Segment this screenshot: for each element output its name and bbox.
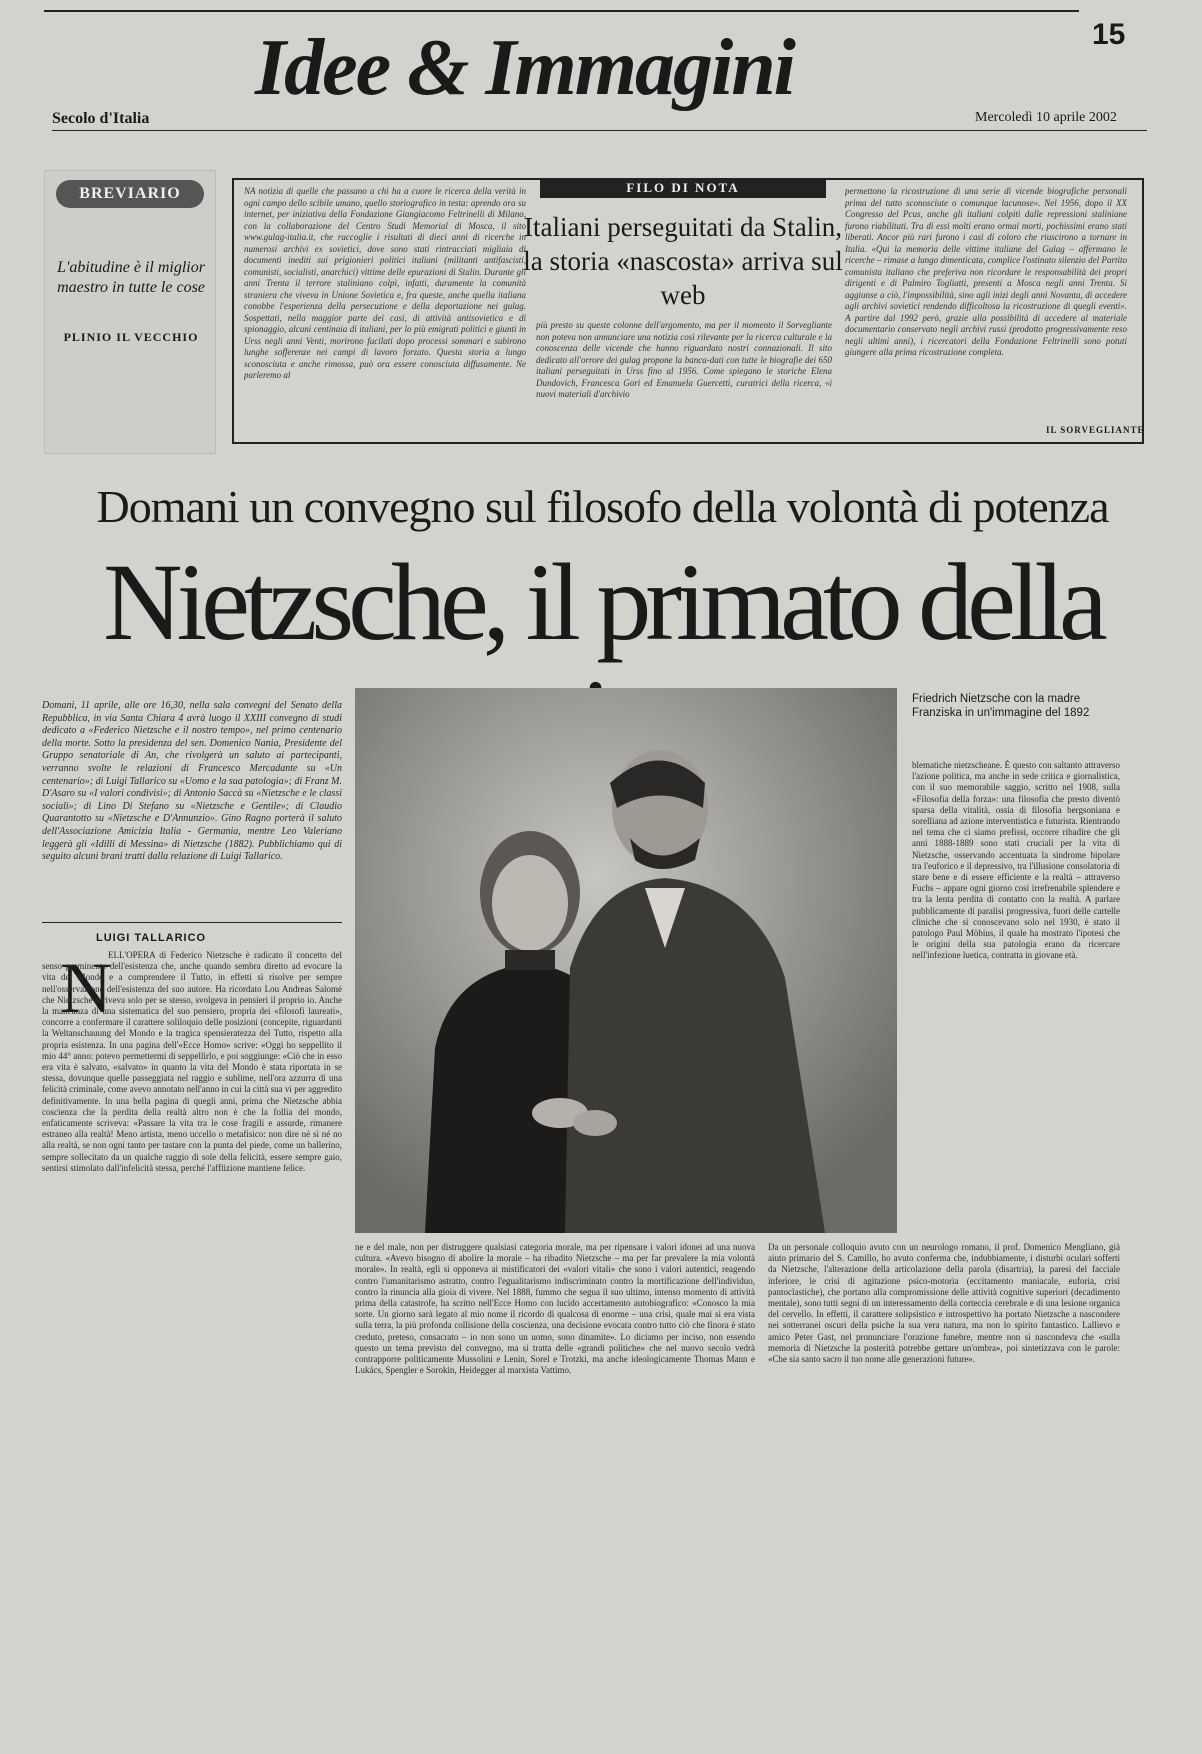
breviario-box xyxy=(44,170,216,454)
article-kicker: Domani un convegno sul filosofo della volontà di potenza xyxy=(96,481,1109,532)
author-byline: LUIGI TALLARICO xyxy=(96,932,207,944)
filo-column-2: più presto su queste colonne dell'argomento, ma per il momento il Sorvegliante non poteva non annunciare una notizia così rilevante per la ricerca culturale e la conoscenza delle vicende che hanno riguardato nostri connazionali. Il sito dedicato all'orrore dei gulag propone la banca-dati con tutte le biografie dei 650 italiani perseguitati in Urss fino al 1956. Come spiegano le storiche Elena Dundovich, Francesca Gori ed Emanuela Guercetti, curatrici della ricerca, «i nuovi materiali d'archivio xyxy=(536,320,832,399)
issue-date: Mercoledì 10 aprile 2002 xyxy=(975,110,1117,125)
article-headline: Nietzsche, il primato della xyxy=(103,541,1102,663)
breviario-author: PLINIO IL VECCHIO xyxy=(63,330,199,344)
top-rule xyxy=(44,10,1079,12)
article-intro: Domani, 11 aprile, alle ore 16,30, nella sala convegni del Senato della Repubblica, in via Santa Chiara 4 avrà luogo il XXIII convegno di studi dedicato a «Federico Nietzsche e il nostro tempo», nel primo centenario della morte. Sotto la presidenza del sen. Domenico Nania, Presidente del Gruppo senatoriale di An, che rivolgerà un saluto ai partecipanti, verranno svolte le relazioni di Francesco Mercadante su «Un centenario»; di Luigi Tallarico su «Uomo e la sua patologia»; di Franz M. D'Asaro su «I valori condivisi»; di Antonio Saccà su «Nietzsche e le classi sociali»; di Lino Di Stefano su «Nietzsche e Gentile»; di Claudio Quarantotto su «Nietzsche e D'Annunzio». Gino Ragno porterà il saluto dell'Associazione Amicizia Italia - Germania, mentre Leo Valeriano leggerà gli «Idilli di Messina» di Nietzsche (1882). Pubblichiamo qui di seguito alcuni brani tratti dalla relazione di Luigi Tallarico. xyxy=(42,700,342,863)
filo-column-3: permettono la ricostruzione di una serie di vicende biografiche personali prima del tutto sconosciute o comunque lacunose». Nel 1956, dopo il XX Congresso del Pcus, anche gli italiani colpiti dalle repressioni staliniane furono riabilitati. Tra di essi molti erano ormai morti, pochissimi erano stati liberati. Ancor più rari furono i casi di coloro che riuscirono a tornare in Italia. «Qui la memoria delle vittime italiane del Gulag – affermano le ricerche – rimase a lungo dimenticata, complice l'ostinato silenzio del Partito comunista italiano che preferiva non ricordare le responsabilità dei propri dirigenti e di Palmiro Togliatti, presenti a Mosca negli anni Trenta. Si aggiunse a ciò, l'impossibilità, sino agli inizi degli anni Novanta, di accedere agli archivi sovietici rendendo difficoltosa la ricostruzione di quegli eventi». A partire dal 1992 però, grazie alla possibilità di accedere al materiale documentario conservato negli archivi russi (prodotto progressivamente reso negli ultimi anni), i ricercatori della Fondazione Feltrinelli sono potuti giungere alla prima ricostruzione completa. xyxy=(845,186,1127,357)
breviario-quote: L'abitudine è il miglior maestro in tutte le cose xyxy=(57,259,205,296)
filo-di-nota-label: FILO DI NOTA xyxy=(540,178,826,198)
masthead-rule xyxy=(52,130,1147,131)
photo-illustration xyxy=(355,688,897,1233)
photo-caption: Friedrich Nietzsche con la madre Franziska in un'immagine del 1892 xyxy=(912,693,1090,719)
breviario-label: BREVIARIO xyxy=(56,180,204,208)
filo-signature: IL SORVEGLIANTE xyxy=(1046,425,1145,435)
filo-headline: Italiani perseguitati da Stalin, la storia «nascosta» arriva sul web xyxy=(523,212,843,310)
body-column-right-top: blematiche nietzscheane. È questo con saltanto attraverso l'azione politica, ma anche in sede critica e giornalistica, con il suo memorabile saggio, scritto nel 1908, sulla «Filosofia della forza»: una filosofia che presto diventò sparsa della vitalità, ossia di filosofia bergsoniana e sorelliana ad azione interventistica e futurista. Rientrando nel tema che ci siamo prefissi, occorre ribadire che gli anni 1888-1889 sono stati cruciali per la vita di Nietzsche, osservando accentuata la sindrome bipolare tra l'euforico e il depressivo, tra l'illusione consolatoria di stare bene e di essere efficiente e la realtà – attraverso Fuchs – appare ogni giorno così irrefrenabile splendere e tra la lenta perdita di contatto con la realtà. A parlare pubblicamente di paralisi progressiva, fuori delle cartelle cliniche che si conoscevano solo nel 1930, è stato il patologo Paul Möbius, il quale ha mostrato l'ipotesi che le origini della sua patologia erano da ricercare nell'infezione luetica, contratta in giovane età. xyxy=(912,760,1120,961)
body-column-left: ELL'OPERA di Federico Nietzsche è radicato il concetto del senso preminente dell'esistenza che, anche quando sembra diretto ad evocare la vita del Mondo e a comprendere il Tutto, in effetti si risolve per sempre nell'osservazione dell'esistenza del suo autore. Ha ricordato Lou Andreas Salomé che Nietzsche scriveva solo per se stesso, svolgeva in pensieri il proprio io. Anche la mancanza di una sistematica del suo pensiero, propria dei «filosofi laureati», concorre a confermare il carattere soliloquio delle posizioni (concepite, riguardanti la Weltanschauung del Mondo e la tragica spensieratezza del Tutto, rispetto alla propria esistenza. In una pagina dell'«Ecce Homo» scrive: «Oggi ho seppellito il mio 44° anno: potevo permettermi di seppellirlo, e poi soggiunge: «Ciò che in esso era vita è salvato, «salvato» in quanto la vita del Mondo è stata riportata in se stessa, dovunque quelle passeggiata nel raggio e sublime, nell'ora azzurra di una felicità criminale, come avevo annotato nell'anno in cui la città sua vi per aggredito definitivamente. In una bella pagina di quegli anni, prima che Nietzsche abbia coscienza che la perdita della realtà altro non è che la follia del mondo, enfaticamente scriveva: «Passare la vita tra le cose fragili e assurde, rimanere estraneo alla realtà! Meno artista, meno uccello o metafisico: non dire né sì né no alla realtà, se non ogni tanto per tastare con la punta del piede, come un ballerino, sempre sollecitato da un qualche raggio di sole della felicità, essere sempre gaio, sentirsi stimolato dall'infelicità stessa, perché l'afflizione mantiene felice. xyxy=(42,950,342,1173)
body-column-right-bottom: Da un personale colloquio avuto con un neurologo romano, il prof. Domenico Mengliano, già aiuto primario del S. Camillo, ho avuto conferma che, indubbiamente, i disturbi oculari sofferti da Nietzsche, l'alterazione della articolazione della parola (disartria), la paresi del facciale inferiore, le crisi di agitazione psico-motoria (eccitamento maniacale, euforia, crisi pantoclastiche), che portano alla compromissione delle attività cognitive superiori (decadimento mentale), sono tutti segni di un interessamento della corteccia cerebrale e di una lesione organica del cervello. In effetti, il carattere solipsistico e introspettivo ha portato Nietzsche a nascondere nei sotterranei oscuri della psiche la sua vera natura, ma non lo spirito fantastico. Lallievo e amico Peter Gast, nel pronunciare l'orazione funebre, mentre non si nascondeva che «sulla memoria di Nietzsche la posterità potrebbe gettare un'ombra», poi sintetizzava con le parole: «Che sia santo sacro il tuo nome alle generazioni future». xyxy=(768,1242,1120,1365)
drop-cap: N xyxy=(60,948,112,1028)
page-number: 15 xyxy=(1092,18,1126,51)
section-masthead: Idee & Immagini xyxy=(255,24,794,112)
body-column-middle: ne e del male, non per distruggere qualsiasi categoria morale, ma per ripensare i valori idonei ad una nuova cultura. «Avevo bisogno di abolire la morale – ha ribadito Nietzsche – ma per far prevalere la mia volontà morale». In realtà, egli si opponeva ai mistificatori dei «valori vitali» che sono i valori autentici, reagendo contro l'umanitarismo astratto, contro l'egualitarismo indiscriminato contro la mortificazione dell'individuo, contro la rinuncia alla gioia di vivere. Nel 1888, fummo che segua il suo ultimo, intenso momento di attività prima della catastrofe, ha scritto nell'Ecce Homo con lucido accertamento autobiografico: «Conosco la mia sorte. Un giorno sarà legato al mio nome il ricordo di qualcosa di enorme – una crisi, quale mai si era vista sulla terra, la più profonda collisione della coscienza, una decisione evocata contro tutto ciò che finora è stato creduto, preteso, consacrato – io non sono un uomo, sono dinamite». Lo diciamo per inciso, non essendo questo un tema previsto del convegno, ma si tratta delle «grandi politiche» che nel nuovo secolo vedrà contrapporre politicamente Mussolini e Lenin, Sorel e Trotzki, ma anche ideologicamente Thomas Mann e Lukács, Spengler e Sorokin, Heidegger al marxista Vattimo. xyxy=(355,1242,755,1376)
nietzsche-mother-photo xyxy=(355,688,897,1233)
newspaper-name: Secolo d'Italia xyxy=(52,110,150,127)
filo-column-1: NA notizia di quelle che passano a chi ha a cuore le ricerca della verità in ogni campo dello scibile umano, quello storiografico in testa: aprendo ora su internet, per iniziativa della Fondazione Giangiacomo Feltrinelli di Milano, con la collaborazione del Centro Studi Memorial di Mosca, il sito www.gulag-italia.it, che raccoglie i risultati di dieci anni di ricerche in numerosi archivi ex sovietici, dove sono stati rintracciati migliaia di documenti inediti sui prigionieri politici italiani (militanti antifascisti, comunisti, socialisti, anarchici) vittime delle epurazioni di Stalin. Durante gli anni Trenta il terrore staliniano colpì, infatti, duramente la comunità straniera che viveva in Unione Sovietica e, fra queste, anche quella italiana conobbe l'esperienza della persecuzione e della deportazione nei gulag. Sospettati, nella maggior parte dei casi, di attività antisovietica e di spionaggio, alcuni centinaia di italiani, per lo più emigrati politici e giunti in Urss negli anni Venti, morirono fucilati dopo processi sommari e subirono lunghe sofferenze nei campi di lavoro forzato. Questa storia a lungo sconosciuta e anche rimossa, può ora essere conosciuta diffusamente. Ne parleremo al xyxy=(244,186,526,380)
byline-rule xyxy=(42,922,342,923)
